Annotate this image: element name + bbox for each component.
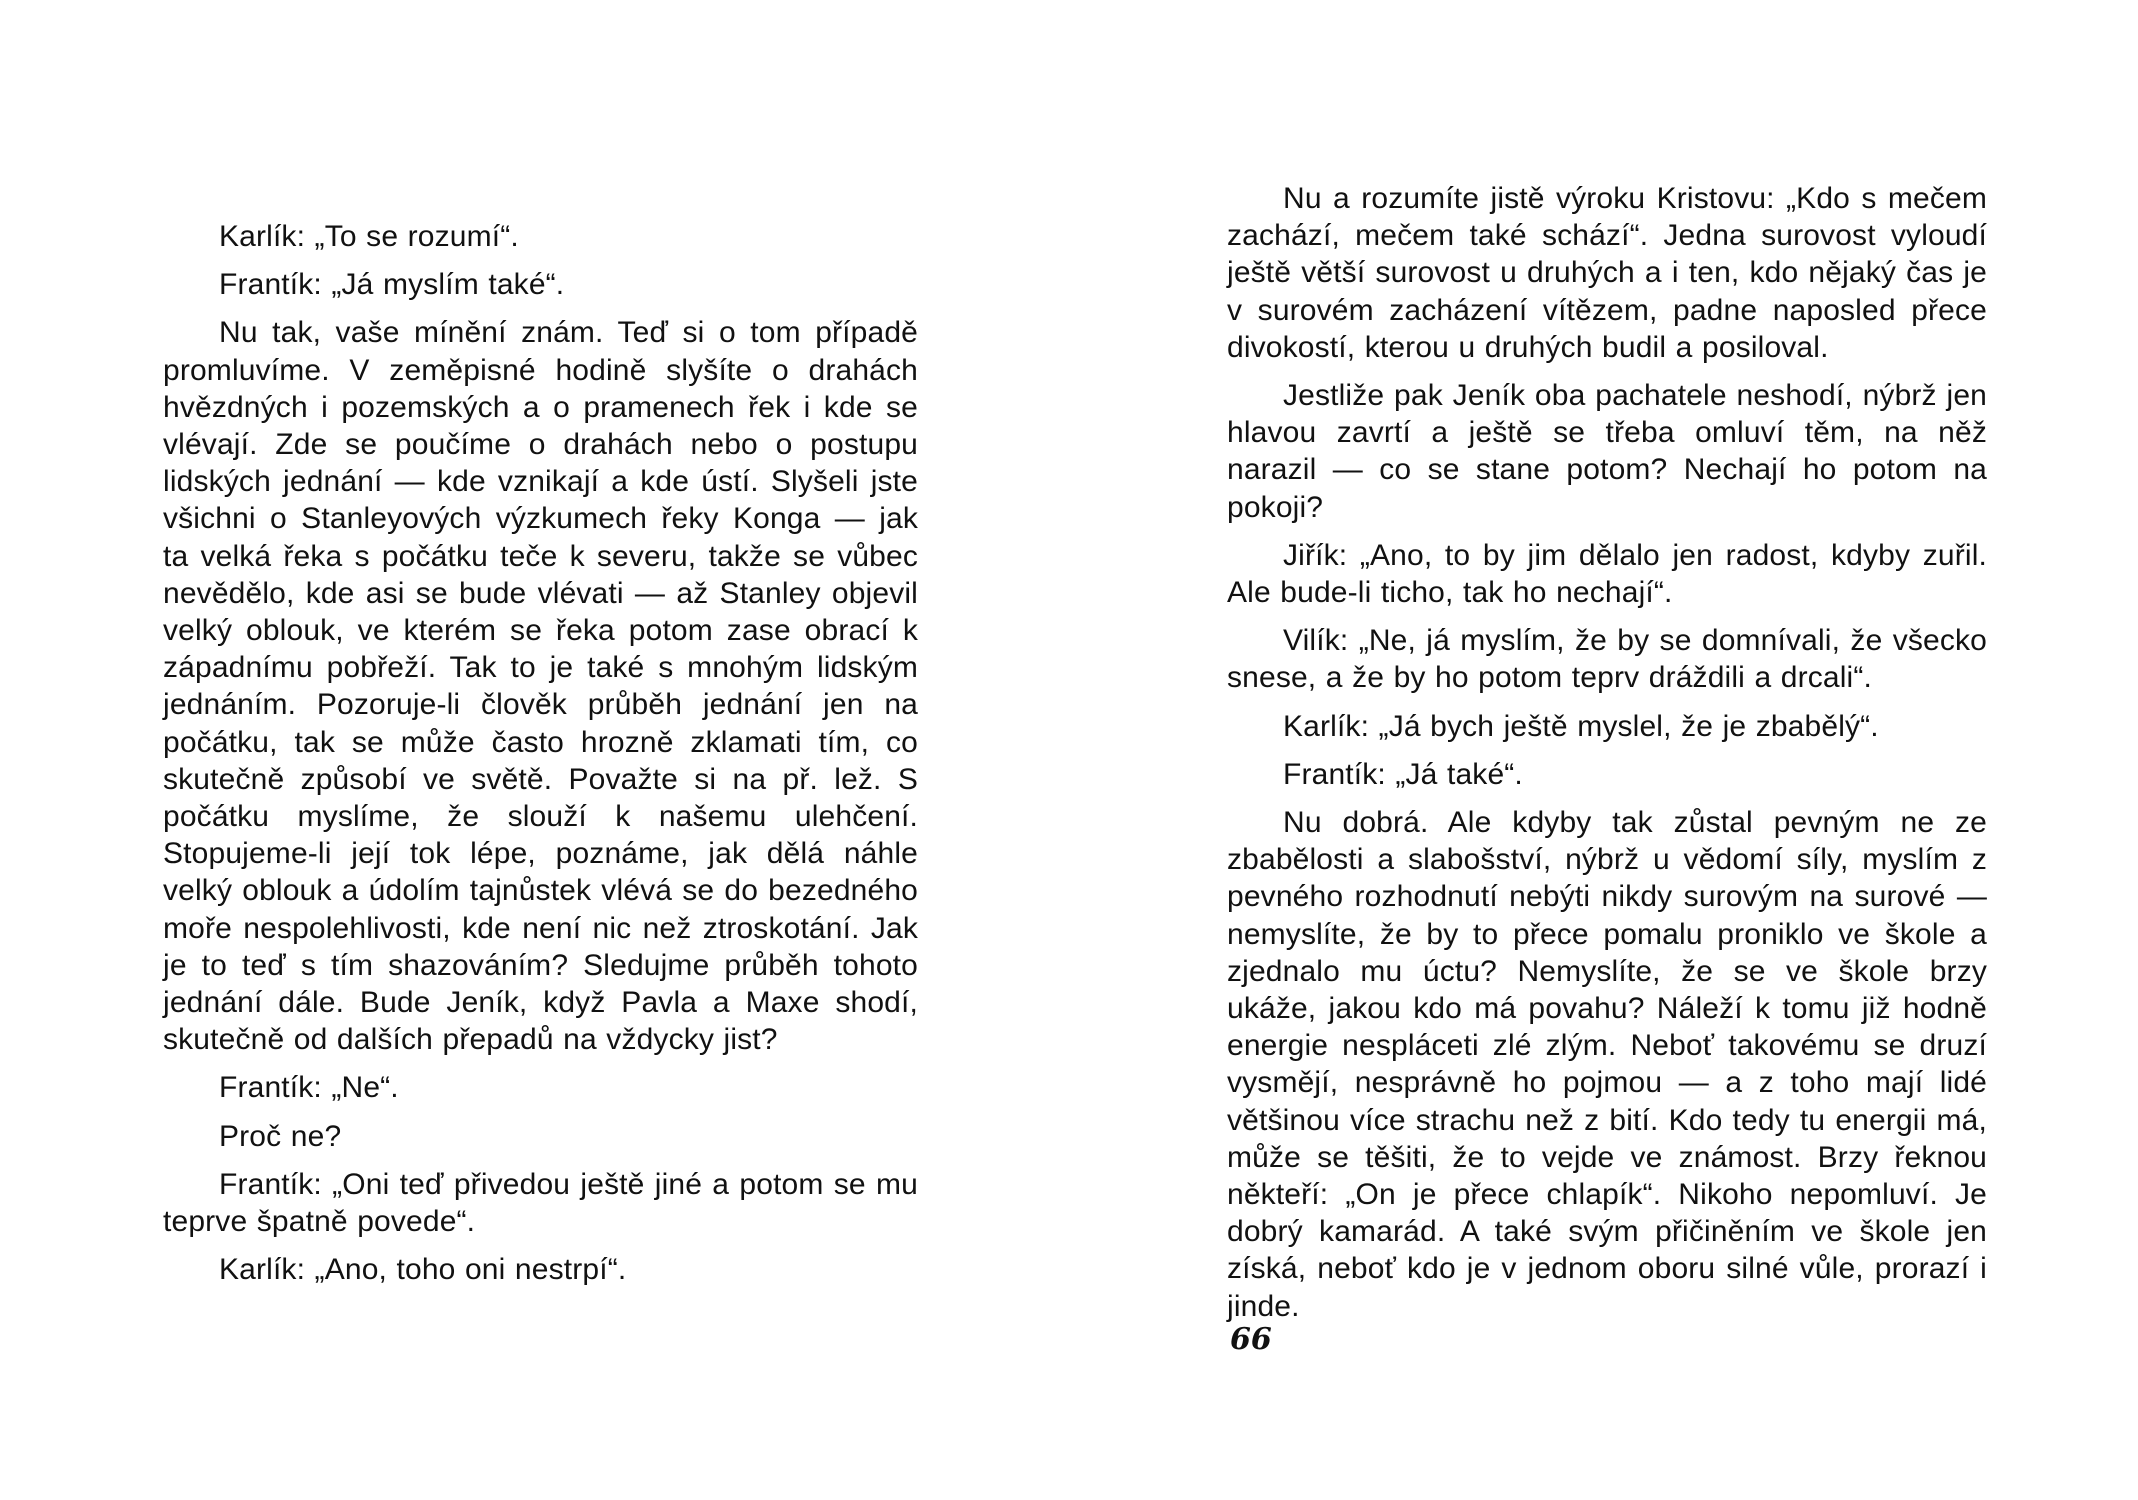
dialogue-jirik: Jiřík: „Ano, to by jim dělalo jen radost, kdyby zuřil. Ale bude-li ticho, tak ho nechají“.: [1227, 538, 1987, 610]
dialogue-karlik-1: Karlík: „To se rozumí“.: [219, 220, 519, 253]
dialogue-karlik-3: Karlík: „Já bych ještě myslel, že je zbabělý“.: [1283, 709, 1879, 743]
dialogue-frantik-2: Frantík: „Ne“.: [219, 1071, 399, 1105]
dialogue-frantik-4: Frantík: „Já také“.: [1283, 757, 1523, 791]
page-number: 66: [1230, 1322, 1272, 1357]
left-page: [163, 218, 918, 1288]
paragraph-energy: Nu dobrá. Ale kdyby tak zůstal pevným ne ze zbabělosti a slabošství, nýbrž u vědomí síly, myslím z pevného rozhodnutí nebýti nikdy surovým na surové — nemyslíte, že by to přece pomalu proniklo ve škole a zjednalo mu úctu? Nemyslíte, že se ve škole brzy ukáže, jakou kdo má povahu? Náleží k tomu již hodně energie nespláceti zlé zlým. Neboť takovému se druzí vysmějí, nesprávně ho pojmou — a z toho mají lidé většinou více strachu než z bití. Kdo tedy tu energii má, může se těšiti, že to vejde ve známost. Brzy řeknou někteří: „On je přece chlapík“. Nikoho nepomluví. Je dobrý kamarád. A také svým přičiněním ve škole jen získá, neboť kdo je v jednom oboru silné vůle, prorazí i jinde.: [1227, 806, 1987, 1323]
paragraph-question-jenik: Jestliže pak Jeník oba pachatele neshodí, nýbrž jen hlavou zavrtí a ještě se třeba omluví těm, na něž narazil — co se stane potom? Nechají ho potom na pokoji?: [1227, 379, 1987, 524]
dialogue-karlik-2: Karlík: „Ano, toho oni nestrpí“.: [219, 1253, 627, 1287]
paragraph-teacher-rivers: Nu tak, vaše mínění znám. Teď si o tom případě promluvíme. V zeměpisné hodině slyšíte o drahách hvězdných i pozemských a o pramenech řek i kde se vlévají. Zde se poučíme o drahách nebo o postupu lidských jednání — kde vznikají a kde ústí. Slyšeli jste všichni o Stanleyových výzkumech řeky Konga — jak ta velká řeka s počátku teče k severu, takže se vůbec nevědělo, kde asi se bude vlévati — až Stanley objevil velký oblouk, ve kterém se řeka potom zase obrací k západnímu pobřeží. Tak to je také s mnohým lidským jednáním. Pozoruje-li člověk průběh jednání jen na počátku, tak se může často hrozně zklamati tím, co skutečně způsobí ve světě. Považte si na př. lež. S počátku myslíme, že slouží k našemu ulehčení. Stopujeme-li její tok lépe, poznáme, jak dělá náhle velký oblouk a údolím tajnůstek vlévá se do bezedného moře nespolehlivosti, kde není nic než ztroskotání. Jak je to teď s tím shazováním? Sledujme průběh tohoto jednání dále. Bude Jeník, když Pavla a Maxe shodí, skutečně od dalších přepadů na vždycky jist?: [163, 316, 918, 1057]
paragraph-christ-saying: Nu a rozumíte jistě výroku Kristovu: „Kdo s mečem zachází, mečem také schází“. Jedna surovost vyloudí ještě větší surovost u druhých a i ten, kdo nějaký čas je v surovém zacházení vítězem, padne naposled přece divokostí, kterou u druhých budil a posiloval.: [1227, 182, 1987, 364]
right-page: [1227, 180, 1987, 1325]
dialogue-vilik: Vilík: „Ne, já myslím, že by se domnívali, že všecko snese, a že by ho potom teprv dráždili a drcali“.: [1227, 624, 1987, 695]
dialogue-frantik-1: Frantík: „Já myslím také“.: [219, 268, 565, 302]
question-why-not: Proč ne?: [219, 1119, 342, 1153]
dialogue-frantik-3: Frantík: „Oni teď přivedou ještě jiné a potom se mu teprve špatně povede“.: [163, 1167, 918, 1239]
